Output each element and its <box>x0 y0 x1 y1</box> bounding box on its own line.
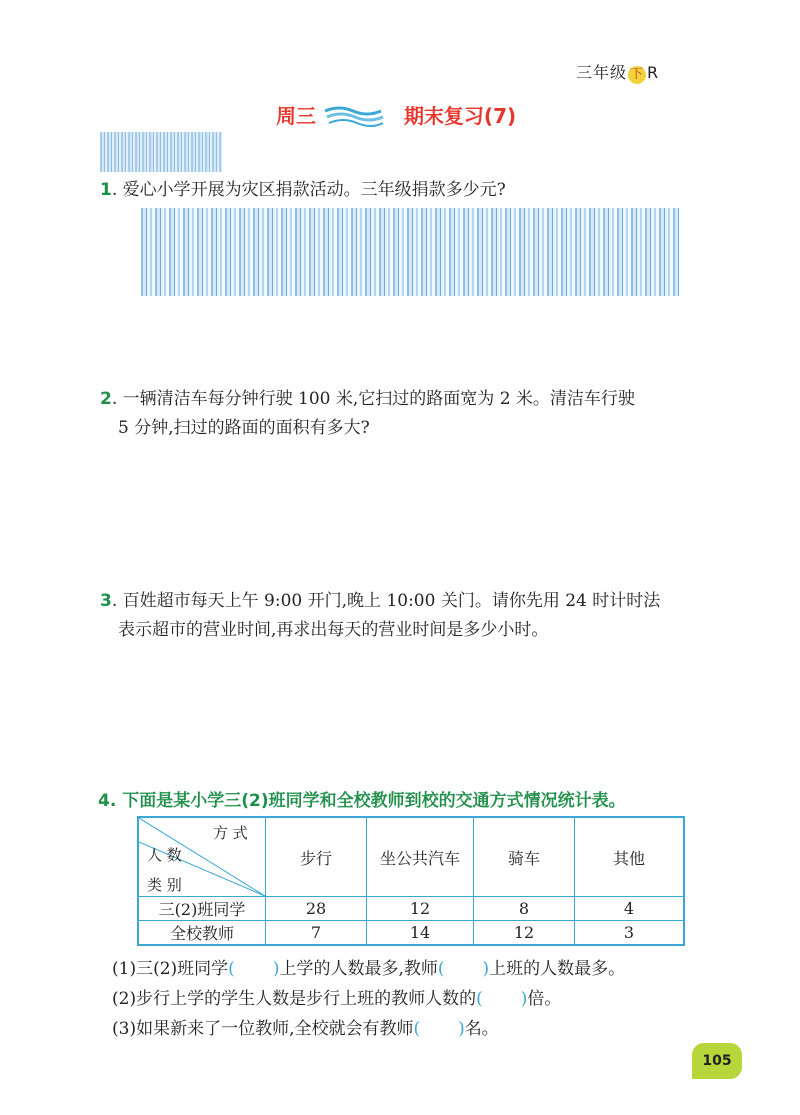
table-cell: 14 <box>367 921 474 946</box>
header-bike: 骑车 <box>474 817 575 897</box>
table-cell: 3 <box>575 921 685 946</box>
question-4: 4. 下面是某小学三(2)班同学和全校教师到校的交通方式情况统计表。 <box>98 791 626 811</box>
question-2: 2. 一辆清洁车每分钟行驶 100 米,它扫过的路面宽为 2 米。清洁车行驶 5 分钟,扫过的路面的面积有多大? <box>100 389 635 438</box>
header-other: 其他 <box>575 817 685 897</box>
title-topic: 期末复习(7) <box>403 104 517 128</box>
subquestion-1: (1)三(2)班同学( )上学的人数最多,教师( )上班的人数最多。 <box>112 959 626 979</box>
title-day: 周三 <box>276 104 316 128</box>
table-cell: 12 <box>474 921 575 946</box>
handwriting-mark <box>100 132 222 172</box>
question-1: 1. 爱心小学开展为灾区捐款活动。三年级捐款多少元? <box>100 180 506 200</box>
transport-stats-table <box>137 816 685 946</box>
table-row <box>138 921 684 946</box>
table-cell: 7 <box>266 921 367 946</box>
answer-blank[interactable]: ( ) <box>437 959 490 979</box>
header-walk: 步行 <box>266 817 367 897</box>
wave-decoration-icon <box>323 103 385 127</box>
grade-label: 三年级 下 R <box>576 63 660 82</box>
subquestion-3: (3)如果新来了一位教师,全校就会有教师( )名。 <box>112 1019 499 1039</box>
table-header-row <box>138 817 684 897</box>
table-cell: 28 <box>266 897 367 921</box>
answer-blank[interactable]: ( ) <box>413 1019 465 1039</box>
table-row <box>138 897 684 921</box>
table-cell: 4 <box>575 897 685 921</box>
table-cell: 12 <box>367 897 474 921</box>
corner-cell: 方 式 人 数 类 别 <box>138 817 266 897</box>
row-label: 全校教师 <box>138 921 266 946</box>
subquestion-2: (2)步行上学的学生人数是步行上班的教师人数的( )倍。 <box>112 989 562 1009</box>
grade-circle-badge: 下 <box>630 67 645 82</box>
donation-chart-image <box>141 208 679 296</box>
page-number-tab: 105 <box>692 1043 742 1079</box>
question-3: 3. 百姓超市每天上午 9:00 开门,晚上 10:00 关门。请你先用 24 时计时法 表示超市的营业时间,再求出每天的营业时间是多少小时。 <box>100 591 661 640</box>
table-cell: 8 <box>474 897 575 921</box>
answer-blank[interactable]: ( ) <box>228 959 280 979</box>
row-label: 三(2)班同学 <box>138 897 266 921</box>
page-title <box>276 100 516 129</box>
header-bus: 坐公共汽车 <box>367 817 474 897</box>
answer-blank[interactable]: ( ) <box>476 989 528 1009</box>
